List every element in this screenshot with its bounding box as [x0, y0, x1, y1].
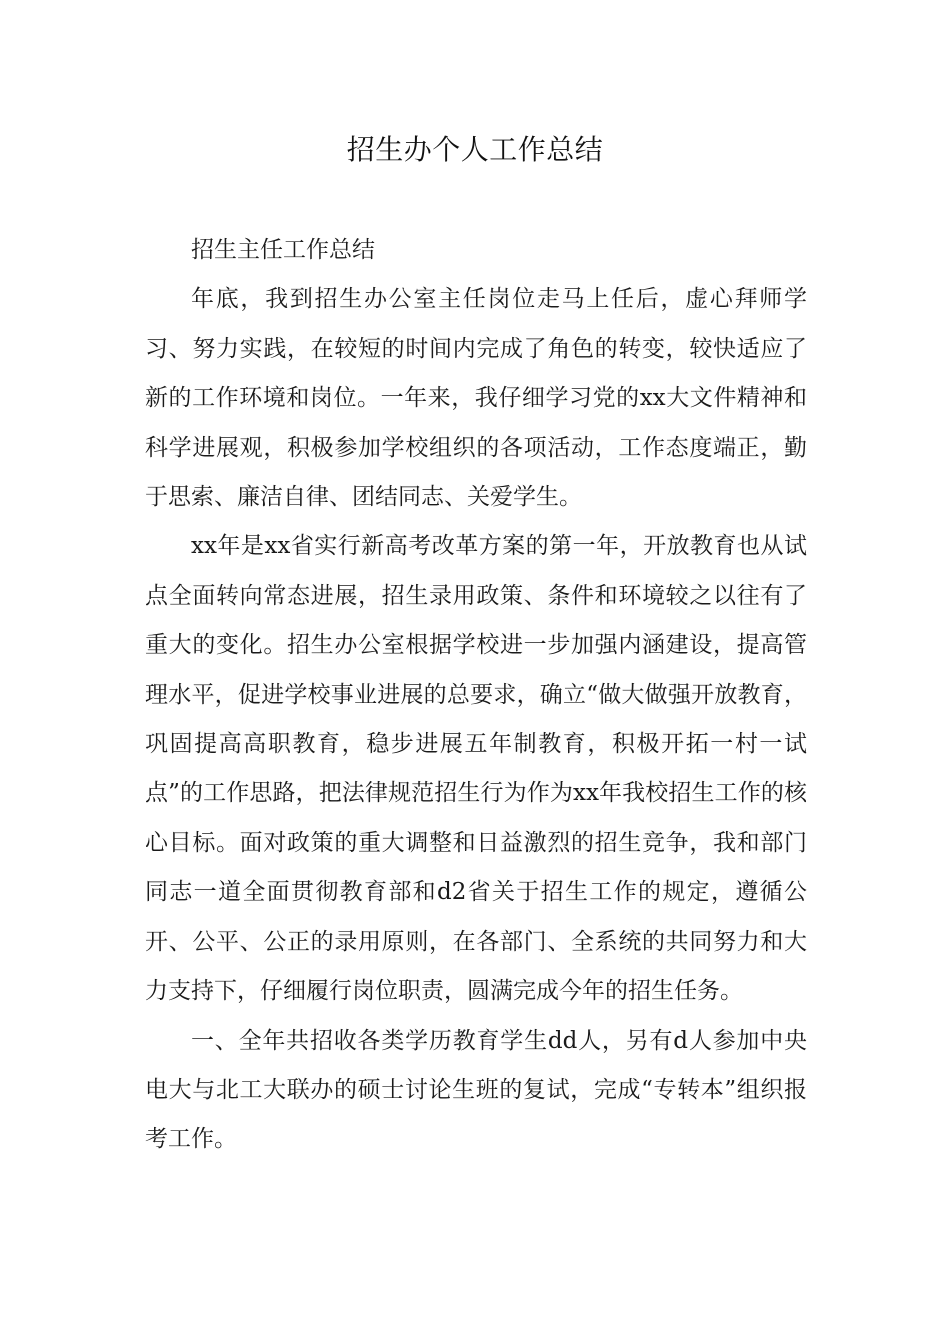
paragraph-section-one: 一、全年共招收各类学历教育学生dd人，另有d人参加中央电大与北工大联办的硕士讨论生班的复试，完成“专转本”组织报考工作。: [145, 1027, 807, 1153]
paragraph-intro: 年底，我到招生办公室主任岗位走马上任后，虚心拜师学习、努力实践，在较短的时间内完成了角色的转变，较快适应了新的工作环境和岗位。一年来，我仔细学习党的xx大文件精神和科学进展观，积极参加学校组织的各项活动，工作态度端正，勤于思索、廉洁自律、团结同志、关爱学生。: [145, 286, 807, 511]
document-title: 招生办个人工作总结: [346, 133, 604, 166]
document-body: [145, 226, 807, 1165]
paragraph-subtitle: 招生主任工作总结: [191, 237, 375, 263]
paragraph-overview: xx年是xx省实行新高考改革方案的第一年，开放教育也从试点全面转向常态进展，招生录用政策、条件和环境较之以往有了重大的变化。招生办公室根据学校进一步加强内涵建设，提高管理水平，促进学校事业进展的总要求，确立“做大做强开放教育，巩固提高高职教育，稳步进展五年制教育，积极开拓一村一试点”的工作思路，把法律规范招生行为作为xx年我校招生工作的核心目标。面对政策的重大调整和日益激烈的招生竞争，我和部门同志一道全面贯彻教育部和d2省关于招生工作的规定，遵循公开、公平、公正的录用原则，在各部门、全系统的共同努力和大力支持下，仔细履行岗位职责，圆满完成今年的招生任务。: [145, 533, 807, 1005]
